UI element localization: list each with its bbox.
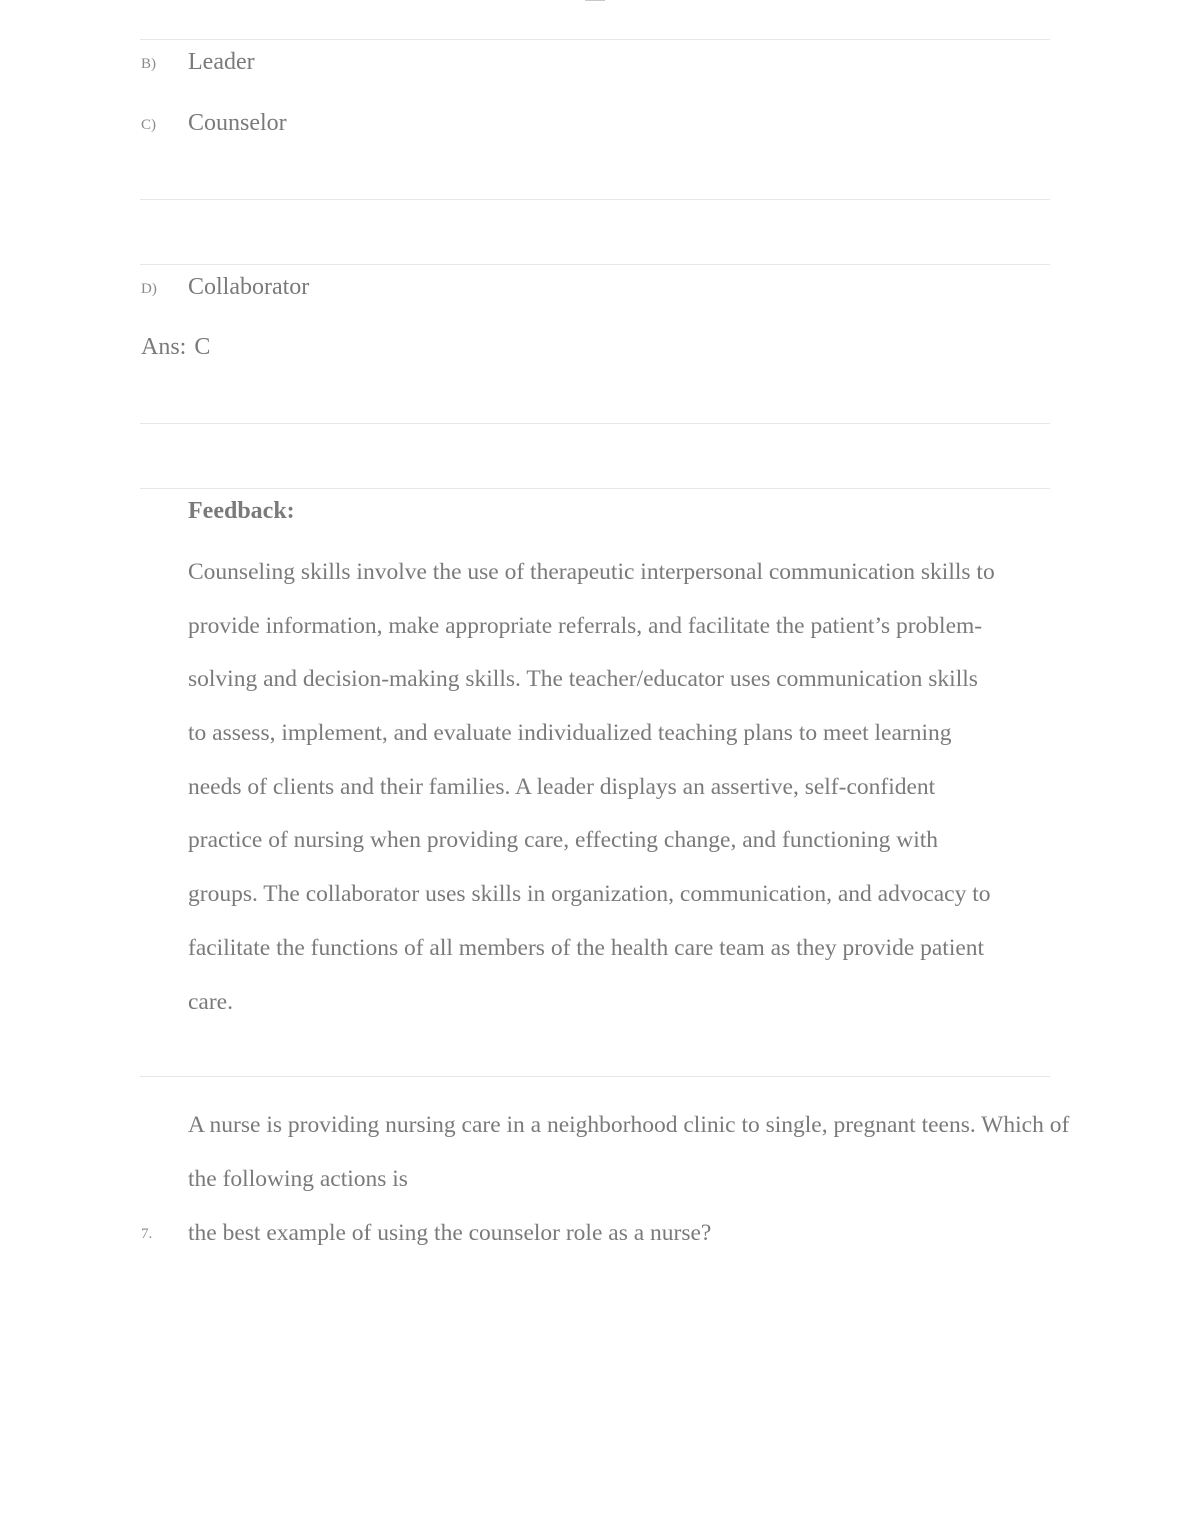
answer-value: C xyxy=(194,334,211,360)
question-line: the following actions is xyxy=(188,1166,408,1192)
option-c-text: Counselor xyxy=(188,110,287,136)
divider xyxy=(140,39,1050,40)
answer-label: Ans: xyxy=(141,334,187,360)
feedback-line: solving and decision-making skills. The teacher/educator uses communication skills xyxy=(188,666,978,692)
question-line: A nurse is providing nursing care in a neighborhood clinic to single, pregnant teens. Which of xyxy=(188,1112,1070,1138)
option-b-letter: B) xyxy=(141,56,156,72)
question-number: 7. xyxy=(141,1226,153,1242)
feedback-line: Counseling skills involve the use of therapeutic interpersonal communication skills to xyxy=(188,559,995,585)
divider xyxy=(140,199,1050,200)
option-c-letter: C) xyxy=(141,117,156,133)
option-b-text: Leader xyxy=(188,49,255,75)
header-mark xyxy=(585,0,605,3)
divider xyxy=(140,488,1050,489)
feedback-line: needs of clients and their families. A leader displays an assertive, self-confident xyxy=(188,774,936,800)
divider xyxy=(140,423,1050,424)
feedback-line: groups. The collaborator uses skills in organization, communication, and advocacy to xyxy=(188,881,991,907)
feedback-line: care. xyxy=(188,989,233,1015)
question-line: the best example of using the counselor role as a nurse? xyxy=(188,1220,712,1246)
feedback-line: facilitate the functions of all members of the health care team as they provide patient xyxy=(188,935,985,961)
feedback-heading: Feedback: xyxy=(188,498,295,524)
divider xyxy=(140,1076,1050,1077)
option-d-letter: D) xyxy=(141,281,157,297)
option-d-text: Collaborator xyxy=(188,274,310,300)
feedback-line: provide information, make appropriate referrals, and facilitate the patient’s problem- xyxy=(188,613,983,639)
feedback-line: practice of nursing when providing care, effecting change, and functioning with xyxy=(188,827,939,853)
answer xyxy=(141,334,210,361)
divider xyxy=(140,264,1050,265)
feedback-line: to assess, implement, and evaluate individualized teaching plans to meet learning xyxy=(188,720,952,746)
